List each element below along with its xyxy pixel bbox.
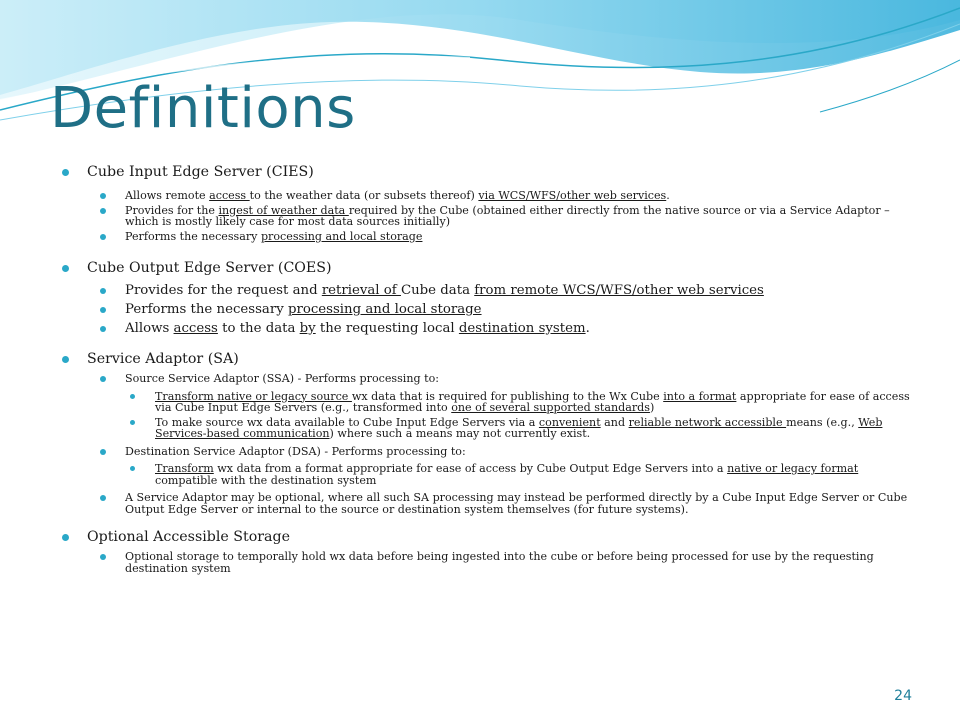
coes-heading: Cube Output Edge Server (COES) xyxy=(62,260,912,277)
bullet-icon xyxy=(100,495,106,501)
bullet-icon xyxy=(130,466,135,471)
sa-dsa-transform-item: Transform wx data from a format appropriate for ease of access by Cube Output Edge Servers into a native or legacy format compatible with the destination system xyxy=(130,463,912,486)
cies-bullet-access: Allows remote access to the weather data (or subsets thereof) via WCS/WFS/other web services. xyxy=(100,190,912,202)
sa-ssa-item: Source Service Adaptor (SSA) - Performs processing to: xyxy=(100,373,912,385)
bullet-icon xyxy=(62,356,69,363)
sa-optional-note: A Service Adaptor may be optional, where all such SA processing may instead be performed directly by a Cube Input Edge Server or Cube Output Edge Server or internal to the source or destination system themselves (for future systems). xyxy=(100,492,912,515)
bullet-icon xyxy=(100,208,106,214)
page-number: 24 xyxy=(894,688,912,704)
oas-bullet-storage: Optional storage to temporally hold wx data before being ingested into the cube or before being processed for use by the requesting destination system xyxy=(100,551,912,574)
sa-ssa-transform-item: Transform native or legacy source wx data that is required for publishing to the Wx Cube into a format appropriate for ease of access via Cube Input Edge Servers (e.g., transformed into one of several supported standards) xyxy=(130,391,912,414)
sa-dsa-item: Destination Service Adaptor (DSA) - Performs processing to: xyxy=(100,446,912,458)
bullet-icon xyxy=(130,420,135,425)
bullet-icon xyxy=(100,326,106,332)
bullet-icon xyxy=(100,449,106,455)
bullet-icon xyxy=(100,307,106,313)
sa-ssa-available-item: To make source wx data available to Cube Input Edge Servers via a convenient and reliable network accessible means (e.g., Web Services-based communication) where such a means may not currently exist. xyxy=(130,417,912,440)
coes-bullet-access: Allows access to the data by the requesting local destination system. xyxy=(100,321,912,337)
bullet-icon xyxy=(62,534,69,541)
bullet-icon xyxy=(62,169,69,176)
oas-heading: Optional Accessible Storage xyxy=(62,529,912,546)
definition-list xyxy=(62,164,912,574)
bullet-icon xyxy=(100,193,106,199)
coes-bullet-processing: Performs the necessary processing and local storage xyxy=(100,302,912,318)
slide-content xyxy=(62,164,912,574)
bullet-icon xyxy=(100,234,106,240)
cies-bullet-processing: Performs the necessary processing and local storage xyxy=(100,231,912,243)
coes-bullet-retrieval: Provides for the request and retrieval of Cube data from remote WCS/WFS/other web services xyxy=(100,283,912,299)
bullet-icon xyxy=(62,265,69,272)
slide-title: Definitions xyxy=(50,76,356,141)
bullet-icon xyxy=(100,554,106,560)
bullet-icon xyxy=(100,376,106,382)
bullet-icon xyxy=(130,394,135,399)
sa-heading: Service Adaptor (SA) xyxy=(62,351,912,368)
bullet-icon xyxy=(100,288,106,294)
cies-heading: Cube Input Edge Server (CIES) xyxy=(62,164,912,181)
cies-bullet-ingest: Provides for the ingest of weather data required by the Cube (obtained either directly from the native source or via a Service Adaptor – which is mostly likely case for most data sources initially) xyxy=(100,205,912,228)
